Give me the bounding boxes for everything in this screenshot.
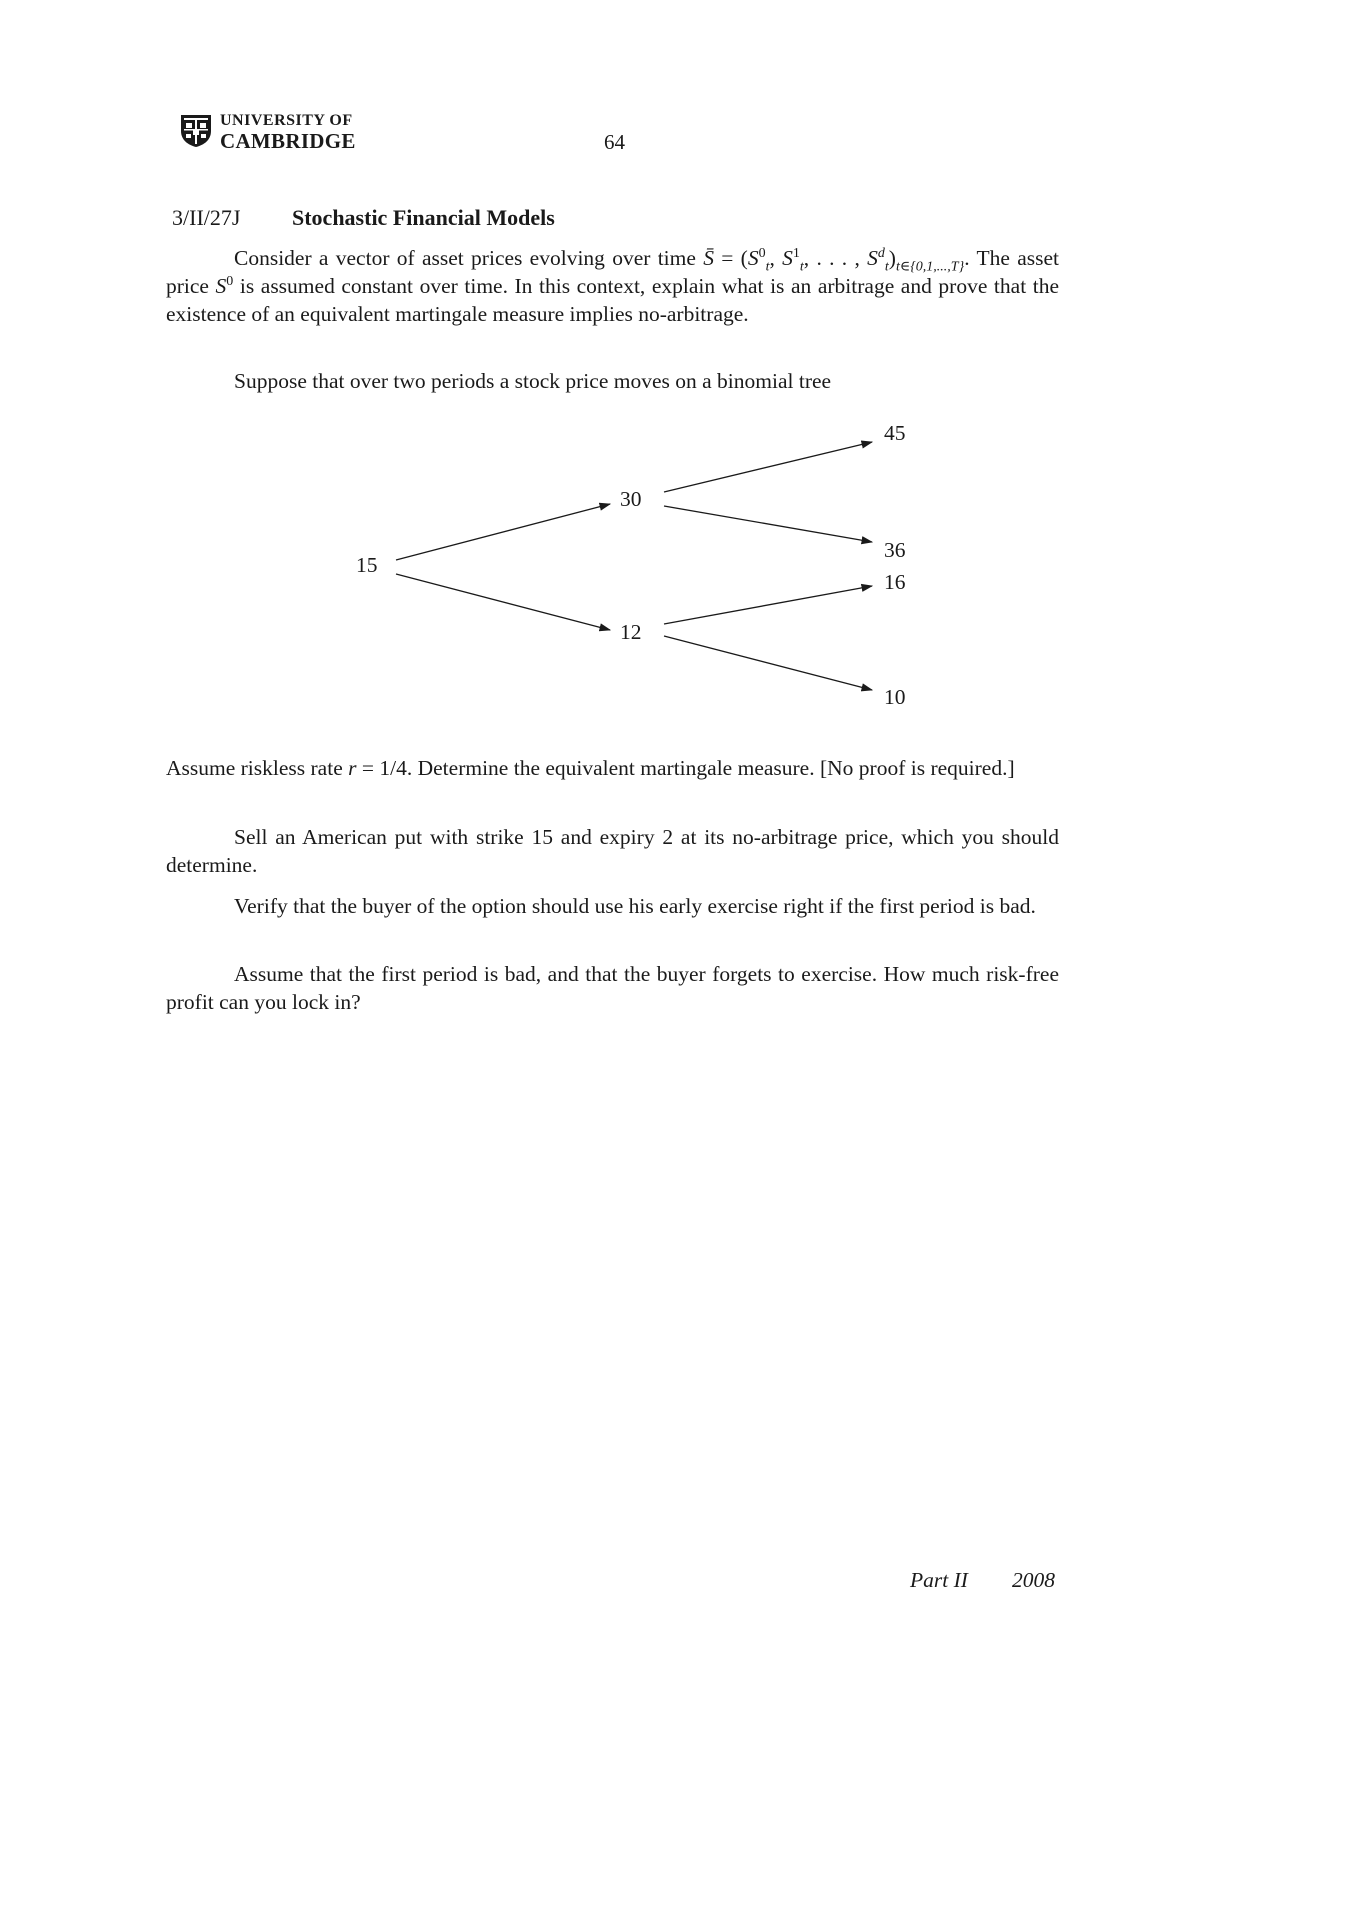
node-root: 15 <box>356 553 378 577</box>
edge-root-up <box>396 504 610 560</box>
p4-text: Sell an American put with strike 15 and expiry 2 at its no-arbitrage price, which you should determine. <box>166 825 1059 877</box>
node-down: 12 <box>620 620 642 644</box>
p1-text-c: is assumed constant over time. In this context, explain what is an arbitrage and prove that the existence of an equivalent martingale measure implies no-arbitrage. <box>166 274 1060 326</box>
index-set: t∈{0,1,...,T} <box>895 259 965 275</box>
edge-up-uu <box>664 442 872 492</box>
footer-part: Part II <box>910 1568 968 1592</box>
sup-0: 0 <box>758 245 766 261</box>
s-var: S <box>747 246 759 270</box>
sub-t-3: t <box>884 259 889 275</box>
p3-text-b: . Determine the equivalent martingale measure. [No proof is required.] <box>406 756 1015 780</box>
equals-open: = ( <box>713 246 748 270</box>
dots: , . . . , <box>803 246 868 270</box>
s0-base: S <box>215 274 227 298</box>
p1-text-b: . The asset price <box>166 246 1059 298</box>
edge-up-ud <box>664 506 872 542</box>
paragraph-4 <box>166 823 1059 879</box>
node-ud: 36 <box>884 538 906 562</box>
p5-text: Verify that the buyer of the option should use his early exercise right if the first period is bad. <box>234 894 1036 918</box>
crest-icon <box>180 114 212 148</box>
node-du: 16 <box>884 570 906 594</box>
p6-text: Assume that the first period is bad, and that the buyer forgets to exercise. How much risk-free profit can you lock in? <box>166 962 1059 1014</box>
node-dd: 10 <box>884 685 906 709</box>
question-code: 3/II/27J <box>172 205 241 230</box>
r-value: = 1/4 <box>356 756 407 780</box>
p3-text-a: Assume riskless rate <box>166 756 349 780</box>
s-bar: S̄ <box>703 246 714 270</box>
question-title: Stochastic Financial Models <box>292 205 555 230</box>
paragraph-2 <box>166 367 1059 395</box>
node-up: 30 <box>620 487 642 511</box>
binomial-tree-diagram <box>340 410 940 730</box>
page-number: 64 <box>604 130 625 154</box>
p2-text: Suppose that over two periods a stock price moves on a binomial tree <box>234 369 832 393</box>
footer-year: 2008 <box>1012 1568 1055 1592</box>
edge-down-du <box>664 586 872 624</box>
paragraph-6 <box>166 960 1059 1016</box>
s0-sup: 0 <box>226 273 234 289</box>
s-var-2: S <box>782 246 793 270</box>
edge-root-down <box>396 574 610 630</box>
p1-text-a: Consider a vector of asset prices evolving over time <box>234 246 704 270</box>
paragraph-3 <box>166 754 1059 782</box>
node-uu: 45 <box>884 421 906 445</box>
paragraph-1 <box>166 244 1059 328</box>
r-var: r <box>348 756 357 780</box>
university-logo <box>180 112 380 156</box>
logo-text-line1: UNIVERSITY OF <box>220 112 353 129</box>
comma-1: , <box>769 246 783 270</box>
paragraph-5 <box>166 892 1059 920</box>
close-paren: ) <box>888 246 896 270</box>
logo-text-line2: CAMBRIDGE <box>220 129 356 153</box>
sub-t-1: t <box>765 259 770 275</box>
sup-d: d <box>877 245 885 261</box>
s-var-3: S <box>867 246 878 270</box>
edge-down-dd <box>664 636 872 690</box>
sub-t-2: t <box>799 259 804 275</box>
sup-1: 1 <box>792 245 800 261</box>
